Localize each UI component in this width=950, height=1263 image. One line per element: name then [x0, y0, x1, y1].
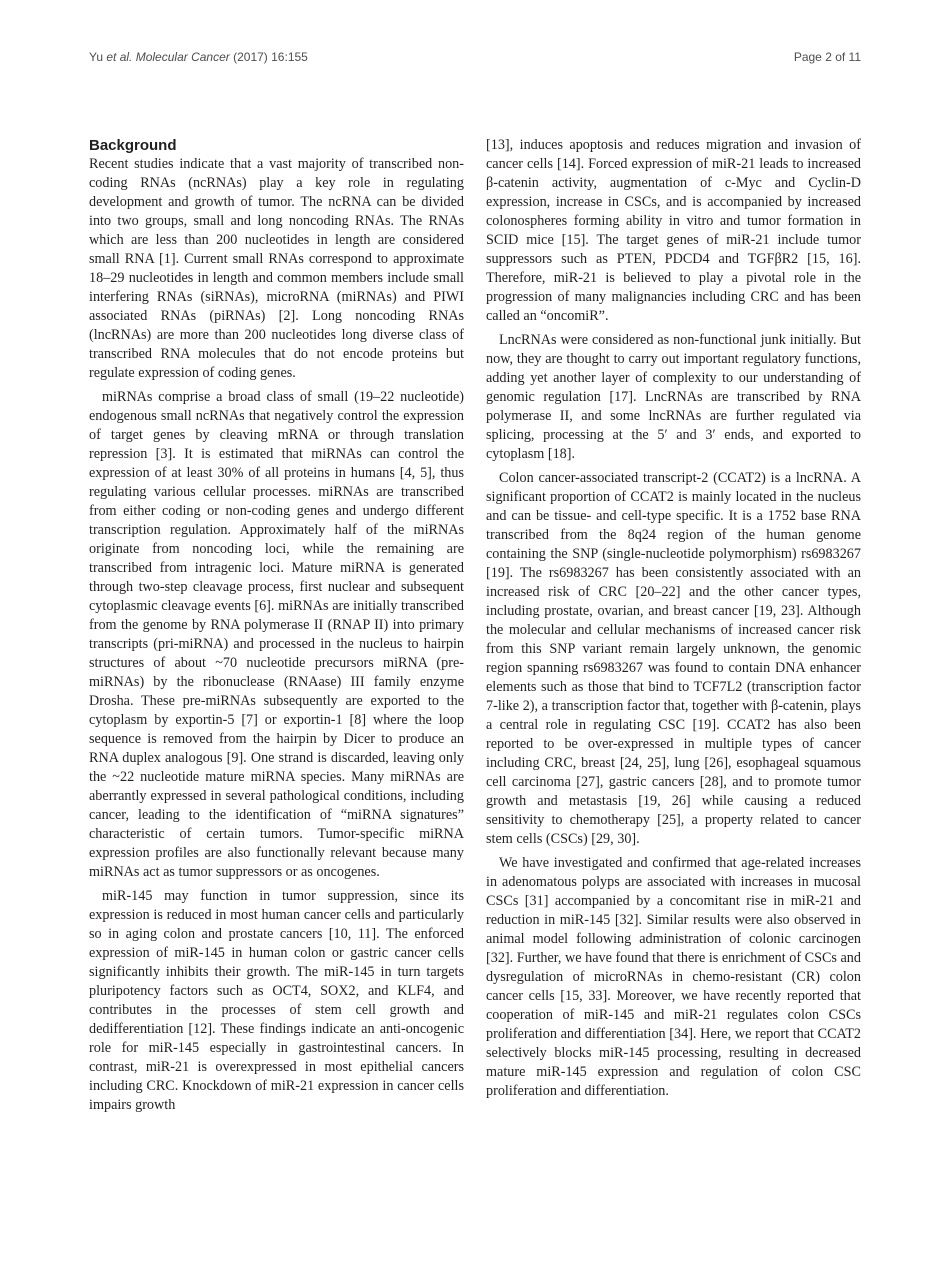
- paragraph-mir21-continued: [13], induces apoptosis and reduces migration and invasion of cancer cells [14]. Forced expression of miR-21 leads to increased β-catenin activity, augmentation of c-Myc and Cyclin-D expression, increase in CSCs, and is accompanied by increased colonospheres forming ability in vitro and tumor formation in SCID mice [15]. The target genes of miR-21 include tumor suppressors such as PTEN, PDCD4 and TGFβR2 [15, 16]. Therefore, miR-21 is believed to play a pivotal role in the progression of many malignancies including CRC and has been called an “oncomiR”.: [486, 137, 861, 324]
- paragraph-mirna-biogenesis: miRNAs comprise a broad class of small (19–22 nucleotide) endogenous small ncRNAs that negatively control the expression of target genes by cleaving mRNA or through translation repression [3]. It is estimated that miRNAs can control the expression of at least 30% of all proteins in humans [4, 5], thus regulating various cellular processes. miRNAs are transcribed from either coding or non-coding genes and undergo different transcription regulation. Approximately half of the miRNAs originate from noncoding loci, while the remaining are transcribed from intragenic loci. Mature miRNA is generated through two-step cleavage process, first nuclear and subsequent cytoplasmic cleavage events [6]. miRNAs are initially transcribed from the genome by RNA polymerase II (RNAP II) into primary transcripts (pri-miRNA) and processed in the nucleus to hairpin structures of about ~70 nucleotide precursors miRNA (pre-miRNAs) by the ribonuclease (RNAase) III family enzyme Drosha. These pre-miRNAs subsequently are exported to the cytoplasm by exportin-5 [7] or exportin-1 [8] where the loop sequence is removed from the hairpin by Dicer to produce an RNA duplex analogous [9]. One strand is discarded, leaving only the ~22 nucleotide mature miRNA species. Many miRNAs are aberrantly expressed in several pathological conditions, including cancer, leading to the identification of “miRNA signatures” characteristic of certain tumors. Tumor-specific miRNA expression profiles are also functionally relevant because many miRNAs act as tumor suppressors or as oncogenes.: [89, 389, 464, 880]
- paragraph-mir145: miR-145 may function in tumor suppression, since its expression is reduced in most human cancer cells and particularly so in aging colon and prostate cancers [10, 11]. The enforced expression of miR-145 in human colon or gastric cancer cells significantly inhibits their growth. The miR-145 in turn targets pluripotency factors such as OCT4, SOX2, and KLF4, and contributes in the processes of stem cell growth and dedifferentiation [12]. These findings indicate an anti-oncogenic role for miR-145 especially in gastrointestinal cancers. In contrast, miR-21 is overexpressed in most epithelial cancers including CRC. Knockdown of miR-21 expression in cancer cells impairs growth: [89, 888, 464, 1113]
- paragraph-lncrna: LncRNAs were considered as non-functional junk initially. But now, they are thought to carry out important regulatory functions, adding yet another layer of complexity to our understanding of genomic regulation [17]. LncRNAs are transcribed by RNA polymerase II, and some lncRNAs are further regulated via splicing, processing at the 5′ and 3′ ends, and exported to cytoplasm [18].: [486, 332, 861, 462]
- citation-etal: et al.: [106, 50, 133, 64]
- citation-journal: Molecular Cancer: [135, 50, 230, 64]
- left-column: [89, 136, 464, 1120]
- citation-authors: Yu: [89, 50, 104, 64]
- journal-citation: [89, 50, 308, 64]
- section-heading-background: Background: [89, 137, 177, 154]
- paragraph-intro-ncrna: Recent studies indicate that a vast majority of transcribed non-coding RNAs (ncRNAs) play a key role in regulating development and growth of tumor. The ncRNA can be divided into two groups, small and long noncoding RNAs. The RNAs which are less than 200 nucleotides in length are considered small RNA [1]. Current small RNAs correspond to approximate 18–29 nucleotides in length and common members include small interfering RNAs (siRNAs), microRNA (miRNAs) and PIWI associated RNAs (piRNAs) [2]. Long noncoding RNAs (lncRNAs) are more than 200 nucleotides long diverse class of transcribed RNA molecules that do not encode proteins but regulate expression of coding genes.: [89, 156, 464, 381]
- paragraph-ccat2: Colon cancer-associated transcript-2 (CCAT2) is a lncRNA. A significant proportion of CCAT2 is mainly located in the nucleus and can be tissue- and cell-type specific. It is a 1752 base RNA transcribed from the 8q24 region of the human genome containing the SNP (single-nucleotide polymorphism) rs6983267 [19]. The rs6983267 has been consistently associated with an increased risk of CRC [20–22] and the other cancer types, including prostate, ovarian, and breast cancer [19, 23]. Although the molecular and cellular mechanisms of increased cancer risk from this SNP variant remain largely unknown, the genomic region spanning rs6983267 was found to contain DNA enhancer elements such as those that bind to TCF7L2 (transcription factor 7-like 2), a transcription factor that, together with β-catenin, plays a central role in regulating CSC [19]. CCAT2 has also been reported to be over-expressed in multiple types of cancer including CRC, breast [24, 25], lung [26], esophageal squamous cell carcinoma [27], gastric cancers [28], and to promote tumor growth and metastasis [19, 26] while causing a reduced sensitivity to chemotherapy [25], a property related to cancer stem cells (CSCs) [29, 30].: [486, 470, 861, 847]
- page-number: Page 2 of 11: [793, 50, 861, 64]
- citation-details: (2017) 16:155: [233, 50, 308, 64]
- right-column: [486, 136, 861, 1106]
- paragraph-our-work: We have investigated and confirmed that age-related increases in adenomatous polyps are associated with increases in mucosal CSCs [31] accompanied by a concomitant rise in miR-21 and reduction in miR-145 [32]. Similar results were also observed in animal model following administration of colonic carcinogen [32]. Further, we have found that there is enrichment of CSCs and dysregulation of microRNAs in chemo-resistant (CR) colon cancer cells [15, 33]. Moreover, we have recently reported that cooperation of miR-145 and miR-21 regulates colon CSCs proliferation and differentiation [34]. Here, we report that CCAT2 selectively blocks miR-145 processing, resulting in decreased mature miR-145 expression and regulation of colon CSC proliferation and differentiation.: [486, 855, 861, 1099]
